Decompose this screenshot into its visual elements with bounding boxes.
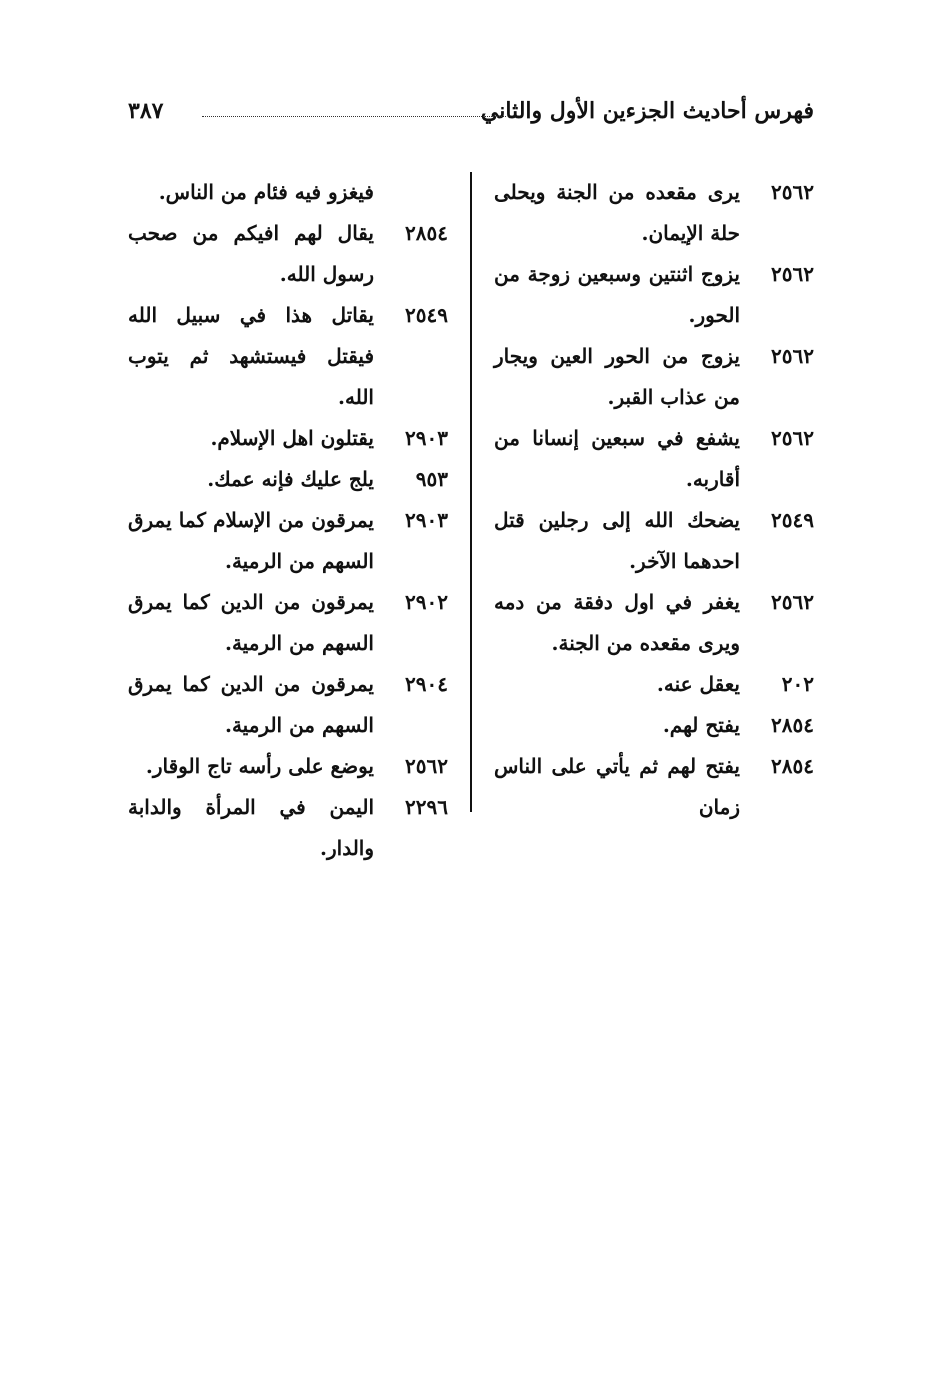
hadith-text: يفتح لهم ثم يأتي على الناس زمان [494,754,740,819]
column-divider [470,172,472,812]
index-entry [494,254,814,336]
index-entry [494,336,814,418]
index-entry [494,418,814,500]
index-entry [128,459,448,500]
hadith-number: ٢٥٤٩ [405,303,448,327]
hadith-text: يزوج اثنتين وسبعين زوجة من الحور. [494,262,740,327]
hadith-text: يمرقون من الإسلام كما يمرق السهم من الرمية. [128,508,374,573]
hadith-text: يزوج من الحور العين ويجار من عذاب القبر. [494,344,740,409]
hadith-number: ٢٥٤٩ [771,508,814,532]
index-entry [128,664,448,746]
hadith-number: ٢٨٥٤ [771,754,814,778]
hadith-text: يلج عليك فإنه عمك. [207,467,374,491]
hadith-text: يضحك الله إلى رجلين قتل احدهما الآخر. [494,508,740,573]
index-entry [494,705,814,746]
hadith-text: يغفر في اول دفقة من دمه ويرى مقعده من الجنة. [494,590,740,655]
index-entry [494,500,814,582]
hadith-number: ٢٥٦٢ [771,262,814,286]
hadith-text: اليمن في المرأة والدابة والدار. [128,795,374,860]
hadith-number: ٢٩٠٣ [405,426,448,450]
hadith-number: ٢٢٩٦ [405,795,448,819]
page-number: ٣٨٧ [128,98,164,124]
hadith-text: يمرقون من الدين كما يمرق السهم من الرمية. [128,672,374,737]
hadith-text: يمرقون من الدين كما يمرق السهم من الرمية. [128,590,374,655]
index-entry [494,664,814,705]
header-dotted-rule [202,116,506,117]
index-entry [128,582,448,664]
index-entry [128,213,448,295]
hadith-text: يشفع في سبعين إنسانا من أقاربه. [494,426,740,491]
index-column-left [128,172,448,869]
hadith-number: ٢٥٦٢ [405,754,448,778]
index-entry [128,787,448,869]
hadith-number: ٢٥٦٢ [771,426,814,450]
index-entry [494,746,814,828]
hadith-number: ٢٩٠٤ [405,672,448,696]
hadith-number: ٢٥٦٢ [771,180,814,204]
index-column-right [494,172,814,828]
hadith-text: يقال لهم افيكم من صحب رسول الله. [128,221,374,286]
index-entry [494,582,814,664]
page-title: فهرس أحاديث الجزءين الأول والثاني [480,98,814,124]
page-header [0,0,942,140]
hadith-number: ٢٥٦٢ [771,590,814,614]
hadith-text: يقتلون اهل الإسلام. [210,426,374,450]
hadith-number: ٢٩٠٢ [405,590,448,614]
hadith-text: يفتح لهم. [662,713,740,737]
index-entry [494,172,814,254]
hadith-text: فيغزو فيه فئام من الناس. [158,180,374,204]
index-entry [128,295,448,418]
hadith-number: ٢٨٥٤ [771,713,814,737]
index-entry [128,500,448,582]
hadith-number: ٢٨٥٤ [405,221,448,245]
hadith-text: يوضع على رأسه تاج الوقار. [145,754,374,778]
hadith-number: ٩٥٣ [415,467,448,491]
hadith-number: ٢٩٠٣ [405,508,448,532]
hadith-number: ٢٥٦٢ [771,344,814,368]
index-entry-continuation [128,172,448,213]
index-entry [128,746,448,787]
index-entry [128,418,448,459]
hadith-number: ٢٠٢ [781,672,814,696]
hadith-text: يعقل عنه. [656,672,740,696]
hadith-text: يرى مقعده من الجنة ويحلى حلة الإيمان. [494,180,740,245]
hadith-text: يقاتل هذا في سبيل الله فيقتل فيستشهد ثم يتوب الله. [128,303,374,409]
